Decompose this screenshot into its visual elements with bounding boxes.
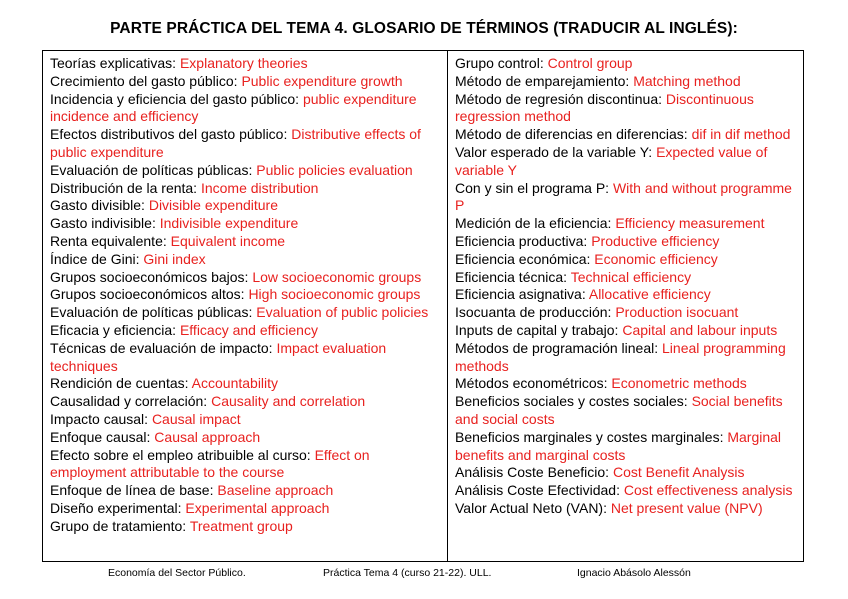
spanish-term: Crecimiento del gasto público: <box>50 72 242 89</box>
english-translation: Baseline approach <box>217 482 334 499</box>
english-translation: Experimental approach <box>185 499 330 516</box>
spanish-term: Eficiencia asignativa: <box>455 286 589 303</box>
glossary-entry <box>50 340 446 376</box>
glossary-entry <box>50 269 446 287</box>
spanish-term: Diseño experimental: <box>50 499 186 516</box>
english-translation: Public policies evaluation <box>256 161 413 178</box>
glossary-entry <box>455 340 801 376</box>
english-translation: Causal impact <box>151 410 241 427</box>
glossary-entry <box>455 500 801 518</box>
spanish-term: Índice de Gini: <box>50 250 144 267</box>
english-translation: Distributive effects of public expenditure <box>50 126 421 160</box>
english-translation: Income distribution <box>200 179 319 196</box>
spanish-term: Impacto causal: <box>50 410 152 427</box>
glossary-entry <box>50 73 446 91</box>
glossary-entry <box>50 233 446 251</box>
glossary-entry <box>50 429 446 447</box>
glossary-entry <box>50 126 446 162</box>
glossary-entry <box>50 393 446 411</box>
glossary-entry <box>455 55 801 73</box>
spanish-term: Beneficios marginales y costes marginales: <box>455 428 728 445</box>
english-translation: Treatment group <box>189 517 293 534</box>
english-translation: Cost Benefit Analysis <box>612 464 745 481</box>
glossary-entry <box>455 464 801 482</box>
spanish-term: Renta equivalente: <box>50 232 171 249</box>
english-translation: Explanatory theories <box>179 55 308 71</box>
spanish-term: Teorías explicativas: <box>50 55 180 71</box>
spanish-term: Grupo de tratamiento: <box>50 517 190 534</box>
spanish-term: Inputs de capital y trabajo: <box>455 321 623 338</box>
glossary-right-column <box>455 55 801 518</box>
english-translation: With and without programme P <box>455 179 792 214</box>
glossary-entry <box>50 180 446 198</box>
glossary-entry <box>50 500 446 518</box>
glossary-entry <box>455 144 801 180</box>
glossary-entry <box>455 91 801 127</box>
english-translation: Discontinuous regression method <box>455 90 754 125</box>
english-translation: Marginal benefits and marginal costs <box>455 428 782 463</box>
spanish-term: Método de diferencias en diferencias: <box>455 126 692 143</box>
glossary-entry <box>50 375 446 393</box>
spanish-term: Eficiencia productiva: <box>455 232 592 249</box>
english-translation: Lineal programming methods <box>455 339 786 374</box>
spanish-term: Evaluación de políticas públicas: <box>50 304 257 321</box>
spanish-term: Rendición de cuentas: <box>50 375 192 392</box>
english-translation: Effect on employment attributable to the course <box>50 446 370 481</box>
glossary-entry <box>455 251 801 269</box>
glossary-entry <box>50 447 446 483</box>
spanish-term: Eficiencia económica: <box>455 250 595 267</box>
glossary-entry <box>455 73 801 91</box>
footer-practice: Práctica Tema 4 (curso 21-22). ULL. <box>323 567 492 579</box>
english-translation: Technical efficiency <box>570 268 692 285</box>
english-translation: Capital and labour inputs <box>622 321 778 338</box>
spanish-term: Evaluación de políticas públicas: <box>50 161 257 178</box>
spanish-term: Gasto indivisible: <box>50 215 160 232</box>
glossary-entry <box>50 304 446 322</box>
spanish-term: Gasto divisible: <box>50 197 149 214</box>
glossary-entry <box>50 286 446 304</box>
spanish-term: Efecto sobre el empleo atribuible al curso: <box>50 446 315 463</box>
glossary-entry <box>50 322 446 340</box>
english-translation: Social benefits and social costs <box>455 393 783 427</box>
spanish-term: Con y sin el programa P: <box>455 179 613 196</box>
glossary-entry <box>455 126 801 144</box>
spanish-term: Distribución de la renta: <box>50 179 201 196</box>
english-translation: Accountability <box>191 375 279 392</box>
english-translation: High socioeconomic groups <box>248 286 421 303</box>
glossary-entry <box>50 411 446 429</box>
glossary-entry <box>50 55 446 73</box>
english-translation: Gini index <box>143 250 206 267</box>
english-translation: Indivisible expenditure <box>159 215 299 232</box>
glossary-entry <box>455 286 801 304</box>
spanish-term: Método de emparejamiento: <box>455 72 634 89</box>
spanish-term: Técnicas de evaluación de impacto: <box>50 339 277 356</box>
spanish-term: Análisis Coste Efectividad: <box>455 482 624 499</box>
english-translation: Productive efficiency <box>591 232 720 249</box>
english-translation: dif in dif method <box>691 126 791 143</box>
spanish-term: Métodos de programación lineal: <box>455 339 663 356</box>
glossary-entry <box>50 91 446 127</box>
spanish-term: Efectos distributivos del gasto público: <box>50 126 292 143</box>
english-translation: Net present value (NPV) <box>610 499 763 516</box>
glossary-entry <box>455 269 801 287</box>
spanish-term: Beneficios sociales y costes sociales: <box>455 393 692 410</box>
spanish-term: Enfoque causal: <box>50 428 155 445</box>
spanish-term: Valor Actual Neto (VAN): <box>455 499 611 516</box>
glossary-entry <box>50 197 446 215</box>
english-translation: Production isocuant <box>615 304 739 321</box>
glossary-entry <box>455 215 801 233</box>
glossary-entry <box>50 162 446 180</box>
glossary-entry <box>455 304 801 322</box>
spanish-term: Isocuanta de producción: <box>455 304 616 321</box>
spanish-term: Medición de la eficiencia: <box>455 215 616 232</box>
english-translation: Efficiency measurement <box>615 215 765 232</box>
spanish-term: Eficiencia técnica: <box>455 268 571 285</box>
footer-course: Economía del Sector Público. <box>108 567 246 579</box>
spanish-term: Grupos socioeconómicos altos: <box>50 286 249 303</box>
spanish-term: Valor esperado de la variable Y: <box>455 143 657 160</box>
glossary-entry <box>455 233 801 251</box>
glossary-entry <box>455 482 801 500</box>
spanish-term: Causalidad y correlación: <box>50 393 212 410</box>
english-translation: Causal approach <box>154 428 261 445</box>
glossary-entry <box>455 393 801 429</box>
spanish-term: Grupo control: <box>455 55 548 71</box>
spanish-term: Métodos econométricos: <box>455 375 612 392</box>
glossary-entry <box>50 215 446 233</box>
english-translation: Evaluation of public policies <box>256 304 429 321</box>
english-translation: Allocative efficiency <box>588 286 711 303</box>
english-translation: public expenditure incidence and efficiency <box>50 90 417 125</box>
glossary-entry <box>50 518 446 536</box>
spanish-term: Incidencia y eficiencia del gasto público: <box>50 90 303 107</box>
english-translation: Econometric methods <box>611 375 747 392</box>
spanish-term: Eficacia y eficiencia: <box>50 321 180 338</box>
english-translation: Expected value of variable Y <box>455 143 768 178</box>
spanish-term: Grupos socioeconómicos bajos: <box>50 268 253 285</box>
english-translation: Efficacy and efficiency <box>179 321 318 338</box>
english-translation: Divisible expenditure <box>148 197 279 214</box>
english-translation: Matching method <box>633 72 741 89</box>
glossary-entry <box>455 375 801 393</box>
footer-author: Ignacio Abásolo Alessón <box>577 567 691 579</box>
glossary-entry <box>455 322 801 340</box>
english-translation: Economic efficiency <box>594 250 718 267</box>
glossary-entry <box>455 429 801 465</box>
spanish-term: Análisis Coste Beneficio: <box>455 464 613 481</box>
glossary-entry <box>455 180 801 216</box>
english-translation: Cost effectiveness analysis <box>623 482 793 499</box>
english-translation: Control group <box>547 55 633 71</box>
glossary-entry <box>50 251 446 269</box>
spanish-term: Método de regresión discontinua: <box>455 90 666 107</box>
glossary-entry <box>50 482 446 500</box>
column-divider <box>447 50 448 562</box>
english-translation: Public expenditure growth <box>241 72 403 89</box>
english-translation: Causality and correlation <box>211 393 366 410</box>
english-translation: Equivalent income <box>170 232 286 249</box>
english-translation: Low socioeconomic groups <box>252 268 422 285</box>
spanish-term: Enfoque de línea de base: <box>50 482 218 499</box>
page-title: PARTE PRÁCTICA DEL TEMA 4. GLOSARIO DE TÉRMINOS (TRADUCIR AL INGLÉS): <box>110 20 738 37</box>
glossary-left-column <box>50 55 446 536</box>
english-translation: Impact evaluation techniques <box>50 339 387 374</box>
